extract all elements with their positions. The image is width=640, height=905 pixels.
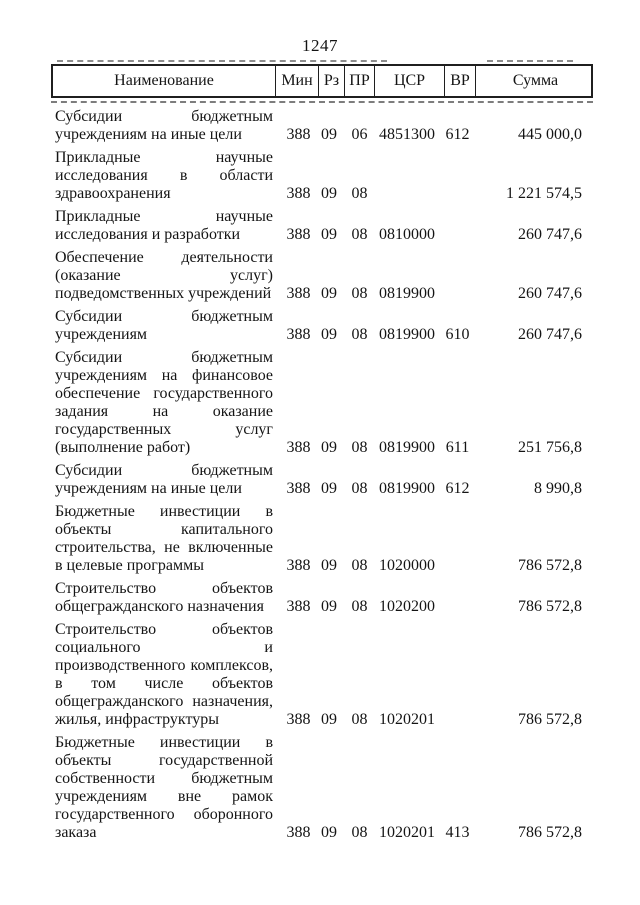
- table-row: [51, 734, 593, 842]
- cell-pr: 08: [351, 226, 368, 243]
- scan-artifact-dash-top-right: [487, 60, 573, 62]
- cell-pr: 06: [351, 126, 368, 143]
- cell-vr: 612: [445, 126, 470, 143]
- cell-min: 388: [286, 824, 311, 841]
- table-row: [51, 580, 593, 616]
- header-cell-vr: ВР: [444, 66, 475, 96]
- cell-sum: 8 990,8: [534, 480, 582, 497]
- cell-rz: 09: [321, 285, 337, 302]
- cell-tsr: 0819900: [379, 439, 435, 456]
- cell-min: 388: [286, 326, 311, 343]
- table-row: [51, 108, 593, 144]
- cell-name: Субсидии бюджетным учреждениям на финансовое обеспечение государственного задания на оказание государственных услуг (выполнение работ): [55, 349, 273, 456]
- scan-artifact-dash-bottom: [51, 101, 593, 103]
- cell-sum: 260 747,6: [518, 285, 582, 302]
- cell-pr: 08: [351, 285, 368, 302]
- header-cell-sum: Сумма: [475, 66, 595, 96]
- cell-rz: 09: [321, 226, 337, 243]
- cell-name: Субсидии бюджетным учреждениям: [55, 308, 273, 343]
- cell-tsr: 0810000: [379, 226, 435, 243]
- cell-min: 388: [286, 557, 311, 574]
- cell-sum: 1 221 574,5: [506, 185, 582, 202]
- cell-tsr: 0819900: [379, 480, 435, 497]
- cell-tsr: 1020201: [379, 824, 435, 841]
- cell-name: Строительство объектов социального и производственного комплексов, в том числе объектов общегражданского назначения, жилья, инфраструктуры: [55, 621, 273, 728]
- cell-sum: 786 572,8: [518, 824, 582, 841]
- header-cell-name: Наименование: [114, 72, 214, 89]
- table-row: [51, 462, 593, 498]
- cell-sum: 251 756,8: [518, 439, 582, 456]
- cell-rz: 09: [321, 326, 337, 343]
- cell-rz: 09: [321, 185, 337, 202]
- cell-min: 388: [286, 185, 311, 202]
- header-cell-min: Мин: [275, 66, 318, 96]
- cell-vr: 611: [445, 439, 470, 456]
- table-header-row: [51, 64, 593, 98]
- cell-rz: 09: [321, 824, 337, 841]
- cell-tsr: 1020000: [379, 557, 435, 574]
- cell-tsr: 0819900: [379, 326, 435, 343]
- cell-vr: 612: [445, 480, 470, 497]
- cell-name: Субсидии бюджетным учреждениям на иные цели: [55, 462, 273, 497]
- cell-pr: 08: [351, 557, 368, 574]
- cell-sum: 786 572,8: [518, 711, 582, 728]
- cell-rz: 09: [321, 711, 337, 728]
- cell-vr: 413: [445, 824, 470, 841]
- cell-tsr: 4851300: [379, 126, 435, 143]
- scan-artifact-dash-top-left: [57, 60, 387, 62]
- cell-rz: 09: [321, 126, 337, 143]
- cell-pr: 08: [351, 480, 368, 497]
- table-row: [51, 208, 593, 244]
- table-row: [51, 308, 593, 344]
- cell-min: 388: [286, 285, 311, 302]
- cell-name: Обеспечение деятельности (оказание услуг) подведомственных учреждений: [55, 249, 273, 302]
- table-body: [51, 108, 593, 842]
- budget-table: [51, 64, 593, 847]
- cell-sum: 786 572,8: [518, 557, 582, 574]
- cell-name: Прикладные научные исследования и разработки: [55, 208, 273, 243]
- cell-name: Бюджетные инвестиции в объекты государственной собственности бюджетным учреждениям вне рамок государственного оборонного заказа: [55, 734, 273, 841]
- cell-sum: 786 572,8: [518, 598, 582, 615]
- cell-pr: 08: [351, 185, 368, 202]
- table-row: [51, 349, 593, 457]
- header-cell-rz: Рз: [318, 66, 344, 96]
- cell-min: 388: [286, 480, 311, 497]
- cell-min: 388: [286, 711, 311, 728]
- table-row: [51, 249, 593, 303]
- cell-tsr: 1020201: [379, 711, 435, 728]
- header-cell-tsr: ЦСР: [374, 66, 444, 96]
- cell-rz: 09: [321, 557, 337, 574]
- cell-pr: 08: [351, 711, 368, 728]
- page-number: 1247: [302, 36, 338, 55]
- cell-tsr: 0819900: [379, 285, 435, 302]
- cell-name: Строительство объектов общегражданского назначения: [55, 580, 273, 615]
- cell-name: Субсидии бюджетным учреждениям на иные цели: [55, 108, 273, 143]
- cell-rz: 09: [321, 480, 337, 497]
- header-cell-pr: ПР: [344, 66, 374, 96]
- table-row: [51, 621, 593, 729]
- cell-sum: 260 747,6: [518, 326, 582, 343]
- cell-min: 388: [286, 598, 311, 615]
- cell-min: 388: [286, 226, 311, 243]
- cell-vr: 610: [445, 326, 470, 343]
- cell-rz: 09: [321, 439, 337, 456]
- cell-name: Бюджетные инвестиции в объекты капитального строительства, не включенные в целевые программы: [55, 503, 273, 574]
- cell-min: 388: [286, 439, 311, 456]
- cell-tsr: 1020200: [379, 598, 435, 615]
- cell-name: Прикладные научные исследования в области здравоохранения: [55, 149, 273, 202]
- cell-pr: 08: [351, 439, 368, 456]
- cell-pr: 08: [351, 824, 368, 841]
- cell-rz: 09: [321, 598, 337, 615]
- cell-sum: 260 747,6: [518, 226, 582, 243]
- cell-sum: 445 000,0: [518, 126, 582, 143]
- table-row: [51, 503, 593, 575]
- table-row: [51, 149, 593, 203]
- cell-pr: 08: [351, 326, 368, 343]
- cell-pr: 08: [351, 598, 368, 615]
- cell-min: 388: [286, 126, 311, 143]
